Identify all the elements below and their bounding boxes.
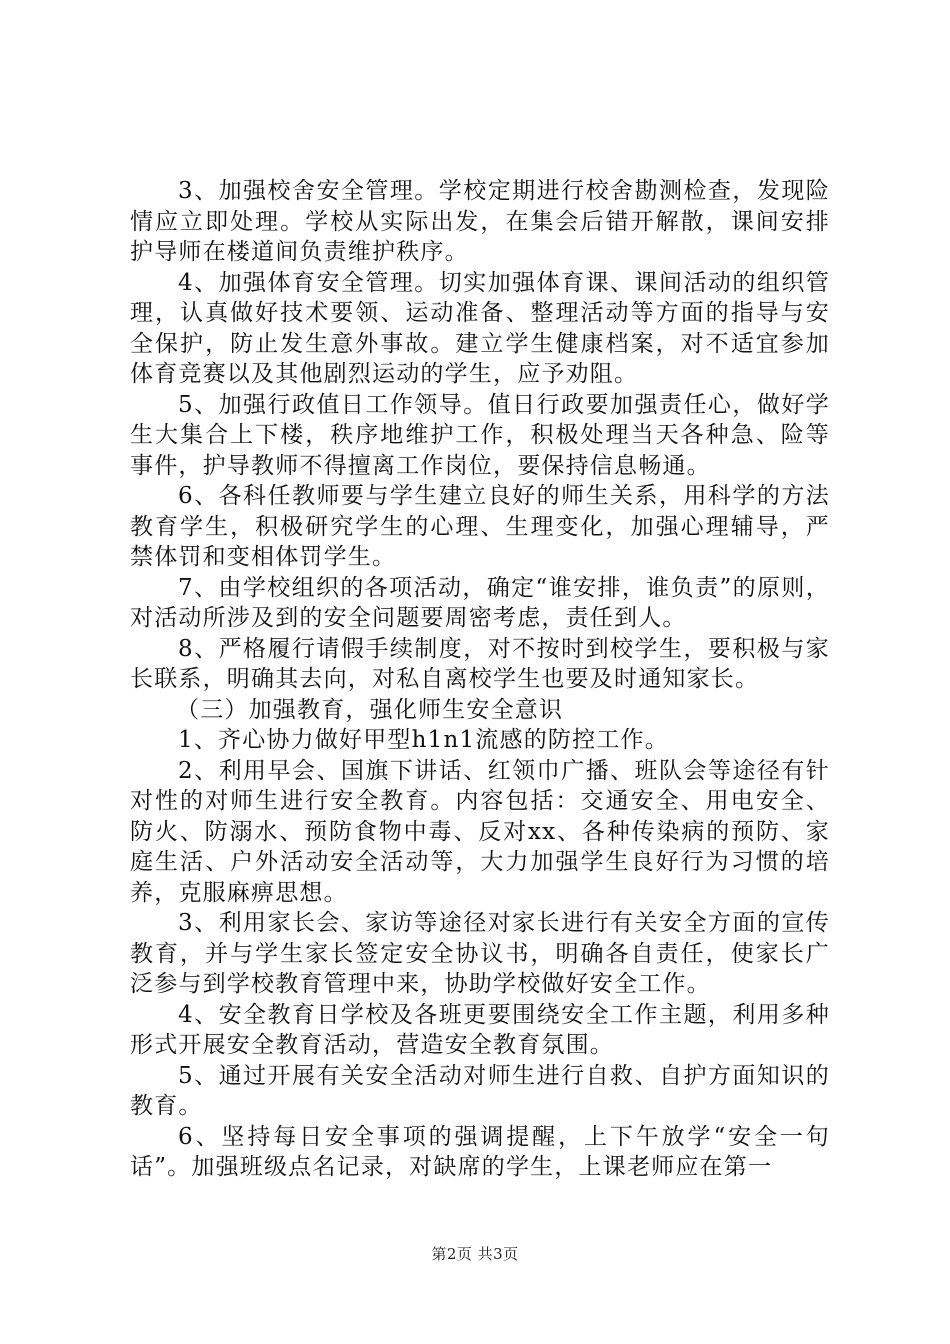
paragraph-item-4-sports-safety: 4、加强体育安全管理。切实加强体育课、课间活动的组织管理，认真做好技术要领、运动准备、整理活动等方面的指导与安全保护，防止发生意外事故。建立学生健康档案，对不适宜参加体育竞赛以及其他剧烈运动的学生，应予劝阻。 — [130, 269, 830, 387]
paragraph-item-6-daily-reminder: 6、坚持每日安全事项的强调提醒，上下午放学“安全一句话”。加强班级点名记录，对缺席的学生，上课老师应在第一 — [130, 1123, 830, 1180]
paragraph-item-5-duty-leadership: 5、加强行政值日工作领导。值日行政要加强责任心，做好学生大集合上下楼，秩序地维护工作，积极处理当天各种急、险等事件，护导教师不得擅离工作岗位，要保持信息畅通。 — [130, 391, 830, 479]
paragraph-item-2-safety-education: 2、利用早会、国旗下讲话、红领巾广播、班队会等途径有针对性的对师生进行安全教育。内容包括：交通安全、用电安全、防火、防溺水、预防食物中毒、反对xx、各种传染病的预防、家庭生活、户外活动安全活动等，大力加强学生良好行为习惯的培养，克服麻痹思想。 — [130, 757, 830, 906]
paragraph-item-3-school-buildings: 3、加强校舍安全管理。学校定期进行校舍勘测检查，发现险情应立即处理。学校从实际出发，在集会后错开解散，课间安排护导师在楼道间负责维护秩序。 — [130, 178, 830, 265]
paragraph-item-8-leave-procedure: 8、严格履行请假手续制度，对不按时到校学生，要积极与家长联系，明确其去向，对私自离校学生也要及时通知家长。 — [130, 635, 830, 692]
paragraph-item-6-teacher-relations: 6、各科任教师要与学生建立良好的师生关系，用科学的方法教育学生，积极研究学生的心理、生理变化，加强心理辅导，严禁体罚和变相体罚学生。 — [130, 483, 830, 570]
section-heading-education: （三）加强教育，强化师生安全意识 — [176, 696, 564, 723]
paragraph-item-3-parent-education: 3、利用家长会、家访等途径对家长进行有关安全方面的宣传教育，并与学生家长签定安全协议书，明确各自责任，使家长广泛参与到学校教育管理中来，协助学校做好安全工作。 — [130, 910, 830, 997]
paragraph-item-7-activities: 7、由学校组织的各项活动，确定“谁安排，谁负责”的原则，对活动所涉及到的安全问题要周密考虑，责任到人。 — [130, 574, 830, 631]
page-number-footer: 第2页 共3页 — [431, 1245, 519, 1263]
paragraph-item-5-self-rescue: 5、通过开展有关安全活动对师生进行自救、自护方面知识的教育。 — [130, 1062, 830, 1119]
document-body — [130, 176, 830, 1183]
paragraph-item-4-safety-day: 4、安全教育日学校及各班更要围绕安全工作主题，利用多种形式开展安全教育活动，营造安全教育氛围。 — [130, 1001, 830, 1058]
paragraph-item-1-flu-prevention: 1、齐心协力做好甲型h1n1流感的防控工作。 — [178, 727, 669, 753]
